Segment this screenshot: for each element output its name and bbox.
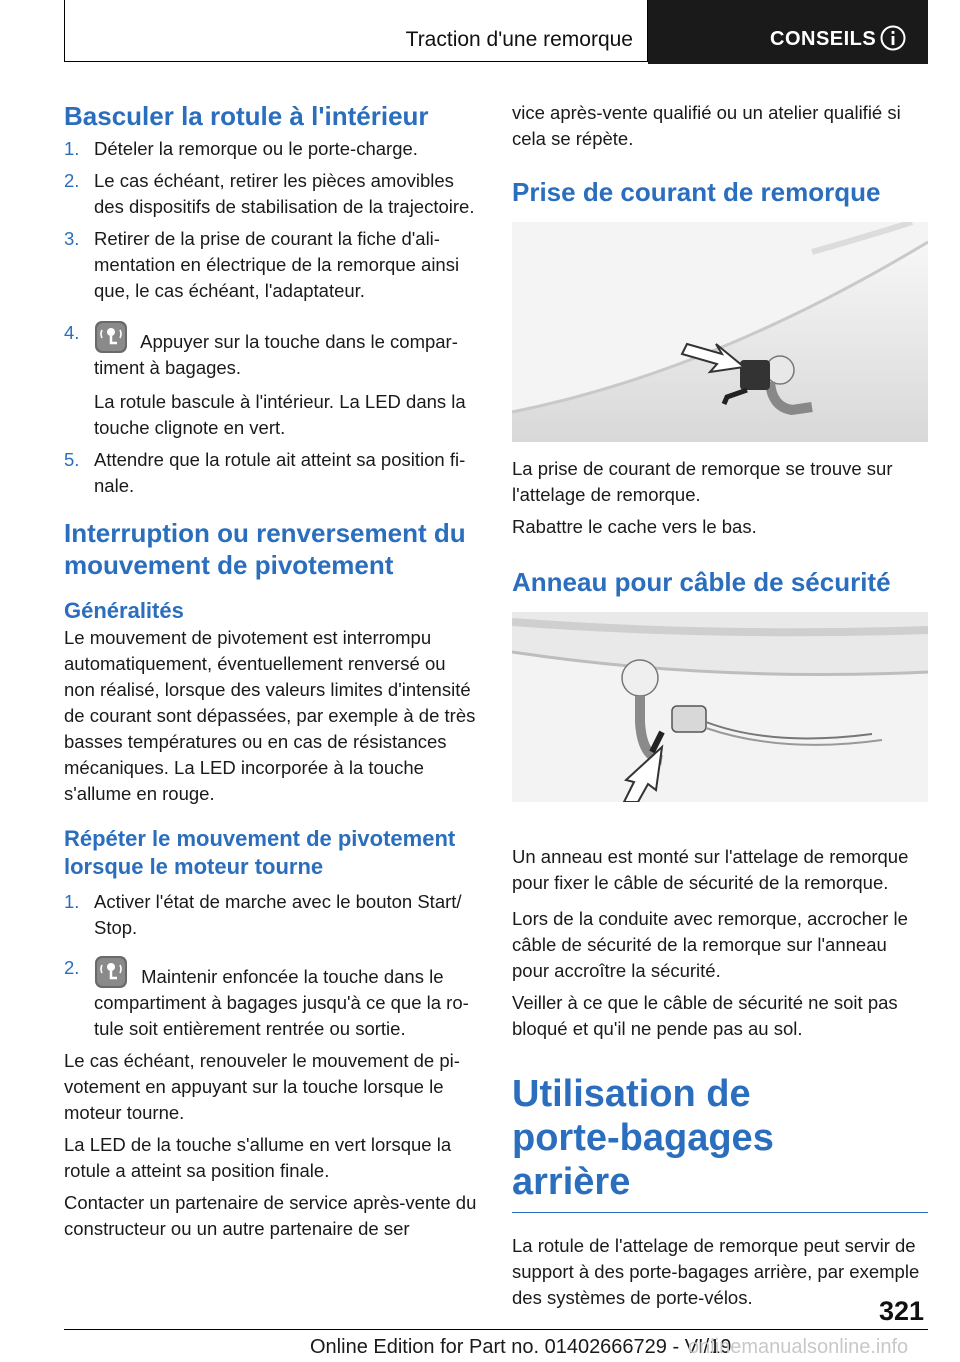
paragraph-renouveler: Le cas échéant, renouveler le mouvement de pivotement en appuyant sur la touche lorsque le moteur tourne. bbox=[64, 1050, 460, 1123]
heading-basculer: Basculer la rotule à l'intérieur bbox=[64, 101, 429, 131]
chapter-tab bbox=[648, 0, 928, 64]
paragraph-contacter: Contacter un partenaire de service après-vente du constructeur ou un autre partenaire de ser bbox=[64, 1192, 477, 1239]
right-column bbox=[512, 100, 928, 1311]
list-item: 1. Activer l'état de marche avec le bouton Start/ Stop. bbox=[64, 891, 462, 938]
watermark: onlinemanualsonline.info bbox=[688, 1336, 909, 1358]
paragraph-generalites: Le mouvement de pivotement est interrompu automatiquement, éventuellement renversé ou non réalisé, lorsque des valeurs limites d'intensité de courant sont dépassées, par exemple à de très basses températures ou en cas de résistances mécaniques. La LED incorporée à la touche s'allume en rouge. bbox=[64, 627, 476, 804]
heading-anneau: Anneau pour câble de sécurité bbox=[512, 567, 891, 597]
safety-cable-ring-illustration bbox=[512, 612, 928, 802]
paragraph-prise-1: La prise de courant de remorque se trouve sur l'attelage de remorque. bbox=[512, 458, 893, 505]
heading-generalites: Généralités bbox=[64, 598, 184, 623]
heading-interruption: Interruption ou renversement du mouvement de pivotement bbox=[64, 518, 466, 580]
heading-utilisation: Utilisation de porte-bagages arrière bbox=[512, 1073, 774, 1203]
paragraph-anneau-3: Veiller à ce que le câble de sécurité ne soit pas bloqué et qu'il ne pende pas au sol. bbox=[512, 992, 898, 1039]
list-item: 2. Le cas échéant, retirer les pièces amovibles des dispositifs de stabilisation de la trajectoire. bbox=[64, 170, 475, 217]
ring-image bbox=[512, 612, 928, 802]
footer-divider bbox=[64, 1329, 928, 1330]
paragraph-prise-2: Rabattre le cache vers le bas. bbox=[512, 516, 757, 537]
list-item: 5. Attendre que la rotule ait atteint sa position finale. bbox=[64, 449, 466, 496]
socket-image bbox=[512, 222, 928, 442]
list-item-note: La rotule bascule à l'intérieur. La LED dans la touche clignote en vert. bbox=[94, 391, 466, 438]
list-item: 3. Retirer de la prise de courant la fiche d'alimentation en électrique de la remorque ainsi que, le cas échéant, l'adaptateur. bbox=[64, 228, 460, 301]
edition-text: Online Edition for Part no. 01402666729 - VI/19 bbox=[310, 1336, 732, 1358]
paragraph-continuation: vice après-vente qualifié ou un atelier qualifié si cela se répète. bbox=[512, 102, 901, 149]
left-column bbox=[64, 100, 478, 1242]
section-tab bbox=[64, 0, 648, 62]
paragraph-anneau-1: Un anneau est monté sur l'attelage de remorque pour fixer le câble de sécurité de la remorque. bbox=[512, 846, 909, 893]
socket-illustration bbox=[512, 222, 928, 442]
page-number: 321 bbox=[878, 1296, 924, 1326]
section-title: Traction d'une remorque bbox=[405, 28, 633, 51]
heading-prise: Prise de courant de remorque bbox=[512, 177, 881, 207]
list-item: 4. Appuyer sur la touche dans le compartiment à bagages. bbox=[64, 322, 458, 378]
paragraph-anneau-2: Lors de la conduite avec remorque, accrocher le câble de sécurité de la remorque sur l'anneau pour accroître la sécurité. bbox=[512, 908, 908, 981]
trailer-hitch-button-icon bbox=[94, 955, 128, 989]
chapter-title: CONSEILS bbox=[770, 28, 877, 50]
paragraph-utilisation: La rotule de l'attelage de remorque peut servir de support à des porte-bagages arrière, par exemple des systèmes de porte-vélos. bbox=[512, 1235, 920, 1308]
list-item: 2. Maintenir enfoncée la touche dans le compartiment à bagages jusqu'à ce que la rotule soit entièrement rentrée ou sortie. bbox=[64, 957, 469, 1039]
heading-repeter: Répéter le mouvement de pivotement lorsque le moteur tourne bbox=[64, 826, 456, 879]
list-item: 1. Dételer la remorque ou le porte-charge. bbox=[64, 138, 418, 159]
trailer-hitch-button-icon bbox=[94, 320, 128, 354]
info-circle-icon bbox=[880, 25, 906, 51]
page-header bbox=[64, 0, 928, 64]
paragraph-led: La LED de la touche s'allume en vert lorsque la rotule a atteint sa position finale. bbox=[64, 1134, 452, 1181]
section-divider bbox=[512, 1212, 928, 1213]
